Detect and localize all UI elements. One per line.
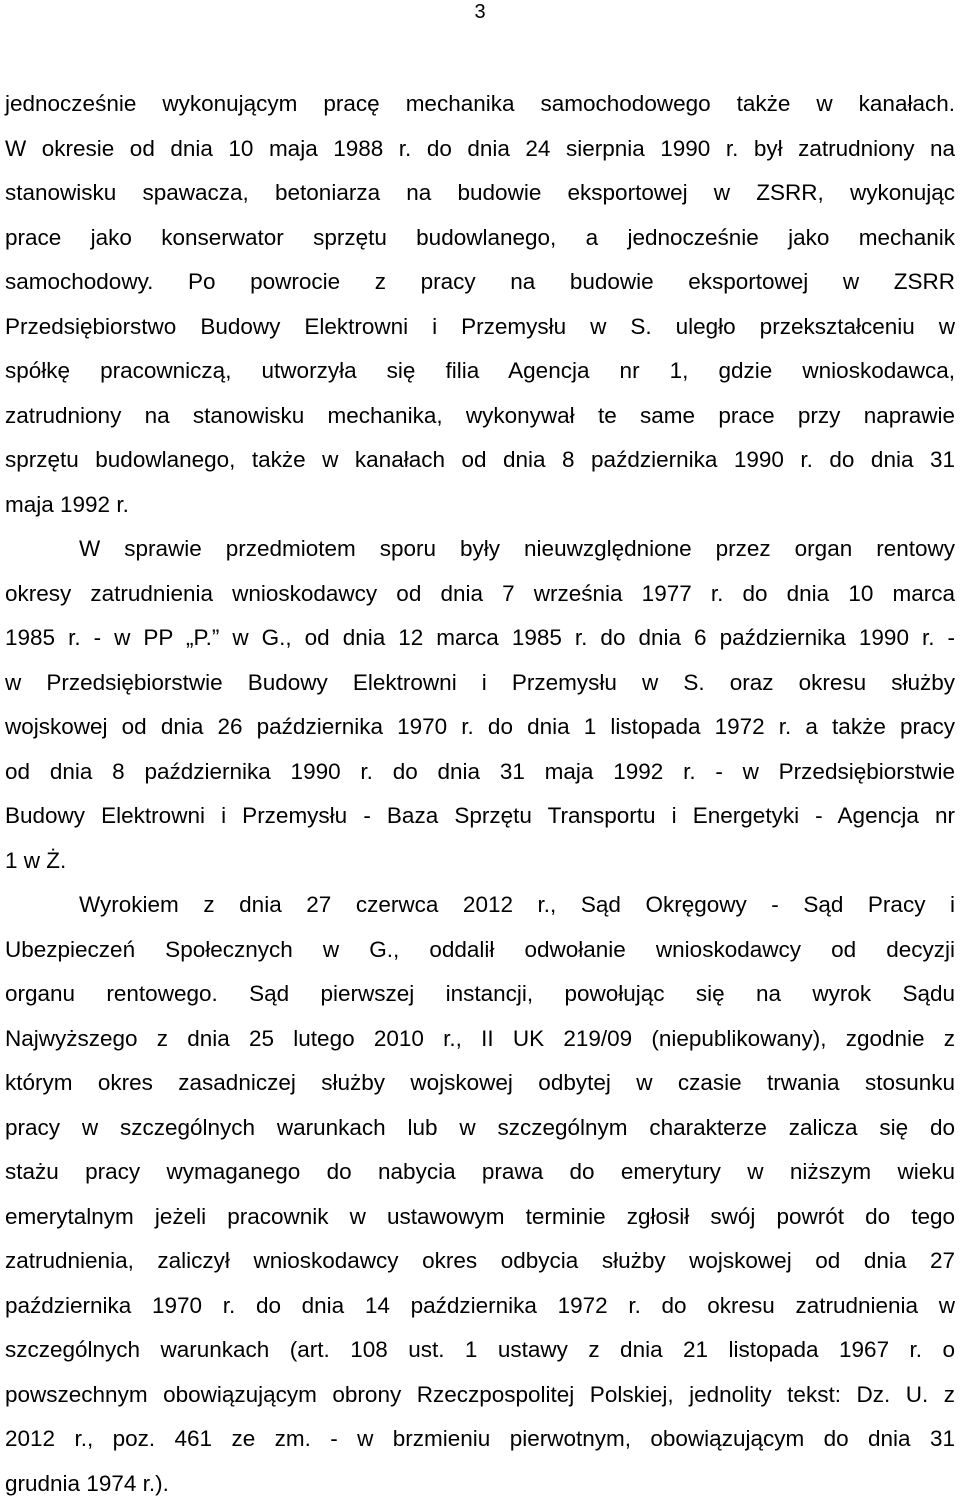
text-line: od dnia 8 października 1990 r. do dnia 31 maja 1992 r. - w Przedsiębiorstwie <box>5 758 955 784</box>
text-line: Budowy Elektrowni i Przemysłu - Baza Sprzętu Transportu i Energetyki - Agencja nr <box>5 803 955 828</box>
text-line: szczególnych warunkach (art. 108 ust. 1 ustawy z dnia 21 listopada 1967 r. o <box>5 1337 955 1362</box>
text-line: zatrudnienia, zaliczył wnioskodawcy okres odbycia służby wojskowej od dnia 27 <box>5 1248 955 1273</box>
text-line: 2012 r., poz. 461 ze zm. - w brzmieniu pierwotnym, obowiązującym do dnia 31 <box>5 1426 955 1451</box>
text-line: powszechnym obowiązującym obrony Rzeczpospolitej Polskiej, jednolity tekst: Dz. U. z <box>5 1381 955 1407</box>
text-line: okresy zatrudnienia wnioskodawcy od dnia 7 września 1977 r. do dnia 10 marca <box>5 580 955 606</box>
text-line: organu rentowego. Sąd pierwszej instancji, powołując się na wyrok Sądu <box>5 981 955 1006</box>
text-line: Najwyższego z dnia 25 lutego 2010 r., II UK 219/09 (niepublikowany), zgodnie z <box>5 1025 955 1051</box>
text-line: którym okres zasadniczej służby wojskowej odbytej w czasie trwania stosunku <box>5 1070 955 1095</box>
text-line: Ubezpieczeń Społecznych w G., oddalił odwołanie wnioskodawcy od decyzji <box>5 936 955 962</box>
text-line: stażu pracy wymaganego do nabycia prawa do emerytury w niższym wieku <box>5 1159 955 1184</box>
text-line: W okresie od dnia 10 maja 1988 r. do dnia 24 sierpnia 1990 r. był zatrudniony na <box>5 135 955 161</box>
text-line: samochodowy. Po powrocie z pracy na budowie eksportowej w ZSRR <box>5 269 955 294</box>
text-line: pracy w szczególnych warunkach lub w szczególnym charakterze zalicza się do <box>5 1114 955 1140</box>
text-line: Przedsiębiorstwo Budowy Elektrowni i Przemysłu w S. uległo przekształceniu w <box>5 313 955 339</box>
text-line: Wyrokiem z dnia 27 czerwca 2012 r., Sąd Okręgowy - Sąd Pracy i <box>79 892 955 917</box>
text-line: 1985 r. - w PP „P.” w G., od dnia 12 marca 1985 r. do dnia 6 października 1990 r. - <box>5 625 955 650</box>
text-line: stanowisku spawacza, betoniarza na budowie eksportowej w ZSRR, wykonując <box>5 180 955 205</box>
paragraph <box>5 883 955 1506</box>
text-line: jednocześnie wykonującym pracę mechanika samochodowego także w kanałach. <box>5 91 955 116</box>
text-line: grudnia 1974 r.). <box>5 1470 169 1496</box>
document-body <box>5 82 955 1506</box>
text-line: spółkę pracowniczą, utworzyła się filia Agencja nr 1, gdzie wnioskodawca, <box>5 358 955 383</box>
paragraph <box>5 82 955 527</box>
text-line: w Przedsiębiorstwie Budowy Elektrowni i Przemysłu w S. oraz okresu służby <box>5 669 955 695</box>
text-line: wojskowej od dnia 26 października 1970 r. do dnia 1 listopada 1972 r. a także pracy <box>5 714 955 739</box>
text-line: października 1970 r. do dnia 14 października 1972 r. do okresu zatrudnienia w <box>5 1292 955 1318</box>
text-line: maja 1992 r. <box>5 491 129 517</box>
text-line: sprzętu budowlanego, także w kanałach od dnia 8 października 1990 r. do dnia 31 <box>5 447 955 472</box>
text-line: W sprawie przedmiotem sporu były nieuwzględnione przez organ rentowy <box>79 536 955 561</box>
page-number: 3 <box>474 1 486 23</box>
text-line: emerytalnym jeżeli pracownik w ustawowym terminie zgłosił swój powrót do tego <box>5 1203 955 1229</box>
text-line: zatrudniony na stanowisku mechanika, wykonywał te same prace przy naprawie <box>5 402 955 428</box>
text-line: 1 w Ż. <box>5 847 67 873</box>
text-line: prace jako konserwator sprzętu budowlanego, a jednocześnie jako mechanik <box>5 224 955 250</box>
paragraph <box>5 527 955 883</box>
